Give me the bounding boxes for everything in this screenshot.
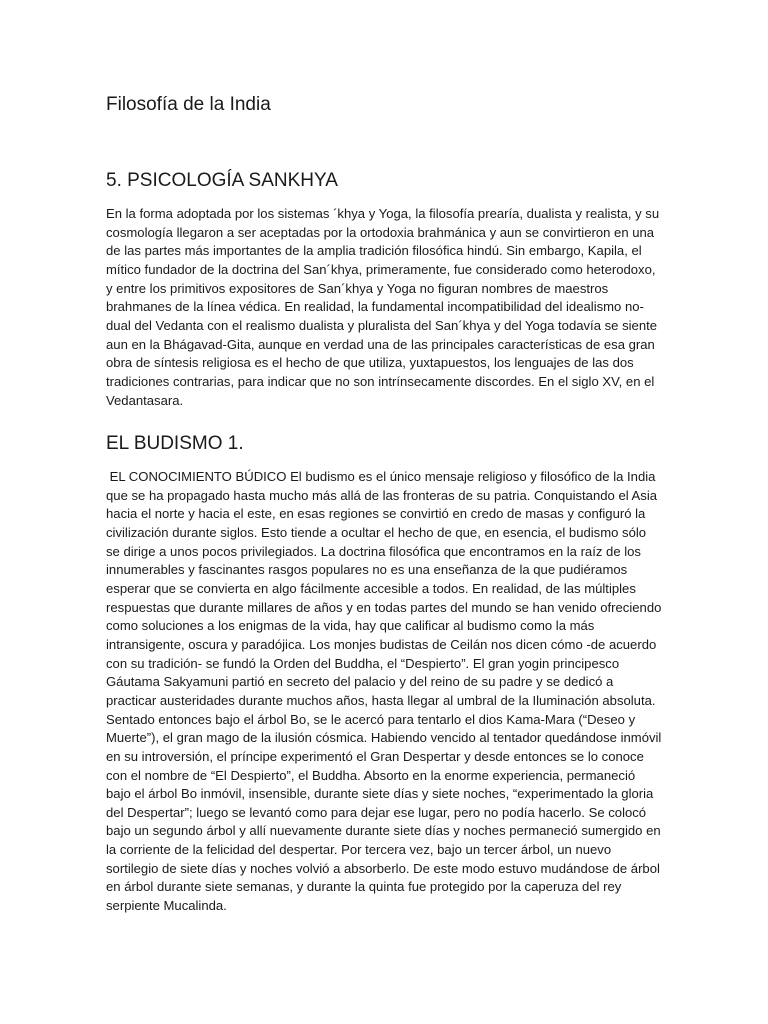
document-title: Filosofía de la India: [106, 94, 271, 115]
section-paragraph-psicologia-sankhya: En la forma adoptada por los sistemas ´khya y Yoga, la filosofía prearía, dualista y realista, y su cosmología llegaron a ser aceptadas por la ortodoxia brahmánica y aun se convirtieron en una de las partes más importantes de la amplia tradición filosófica hindú. Sin embargo, Kapila, el mítico fundador de la doctrina del San´khya, primeramente, fue considerado como heterodoxo, y entre los primitivos expositores de San´khya y Yoga no figuran nombres de maestros brahmanes de la línea védica. En realidad, la fundamental incompatibilidad del idealismo no-dual del Vedanta con el realismo dualista y pluralista del San´khya y del Yoga todavía se siente aun en la Bhágavad-Gita, aunque en verdad una de las principales características de esa gran obra de síntesis religiosa es el hecho de que utiliza, yuxtapuestos, los lenguajes de las dos tradiciones contrarias, para indicar que no son intrínsecamente discordes. En el siglo XV, en el Vedantasara.: [106, 206, 663, 408]
section-heading-psicologia-sankhya: 5. PSICOLOGÍA SANKHYA: [106, 170, 338, 191]
section-heading-el-budismo: EL BUDISMO 1.: [106, 433, 244, 454]
section-paragraph-el-budismo: EL CONOCIMIENTO BÚDICO El budismo es el único mensaje religioso y filosófico de la India que se ha propagado hasta mucho más allá de las fronteras de su patria. Conquistando el Asia hacia el norte y hacia el este, en esas regiones se convirtió en credo de masas y configuró la civilización durante siglos. Esto tiende a ocultar el hecho de que, en esencia, el budismo sólo se dirige a unos pocos privilegiados. La doctrina filosófica que encontramos en la raíz de los innumerables y fascinantes rasgos populares no es una enseñanza de la que pudiéramos esperar que se convierta en algo fácilmente accesible a todos. En realidad, de las múltiples respuestas que durante millares de años y en todas partes del mundo se han venido ofreciendo como soluciones a los enigmas de la vida, hay que calificar al budismo como la más intransigente, oscura y paradójica. Los monjes budistas de Ceilán nos dicen cómo -de acuerdo con su tradición- se fundó la Orden del Buddha, el “Despierto”. El gran yogin principesco Gáutama Sakyamuni partió en secreto del palacio y del reino de su padre y se dedicó a practicar austeridades durante muchos años, hasta llegar al umbral de la Iluminación absoluta. Sentado entonces bajo el árbol Bo, se le acercó para tentarlo el dios Kama-Mara (“Deseo y Muerte”), el gran mago de la ilusión cósmica. Habiendo vencido al tentador quedándose inmóvil en su introversión, el príncipe experimentó el Gran Despertar y desde entonces se lo conoce con el nombre de “El Despierto”, el Buddha. Absorto en la enorme experiencia, permaneció bajo el árbol Bo inmóvil, insensible, durante siete días y siete noches, “experimentado la gloria del Despertar”; luego se levantó como para dejar ese lugar, pero no podía hacerlo. Se colocó bajo un segundo árbol y allí nuevamente durante siete días y noches permaneció sumergido en la corriente de la felicidad del despertar. Por tercera vez, bajo un tercer árbol, un nuevo sortilegio de siete días y noches volvió a absorberlo. De este modo estuvo mudándose de árbol en árbol durante siete semanas, y durante la quinta fue protegido por la caperuza del rey serpiente Mucalinda.: [106, 469, 666, 914]
